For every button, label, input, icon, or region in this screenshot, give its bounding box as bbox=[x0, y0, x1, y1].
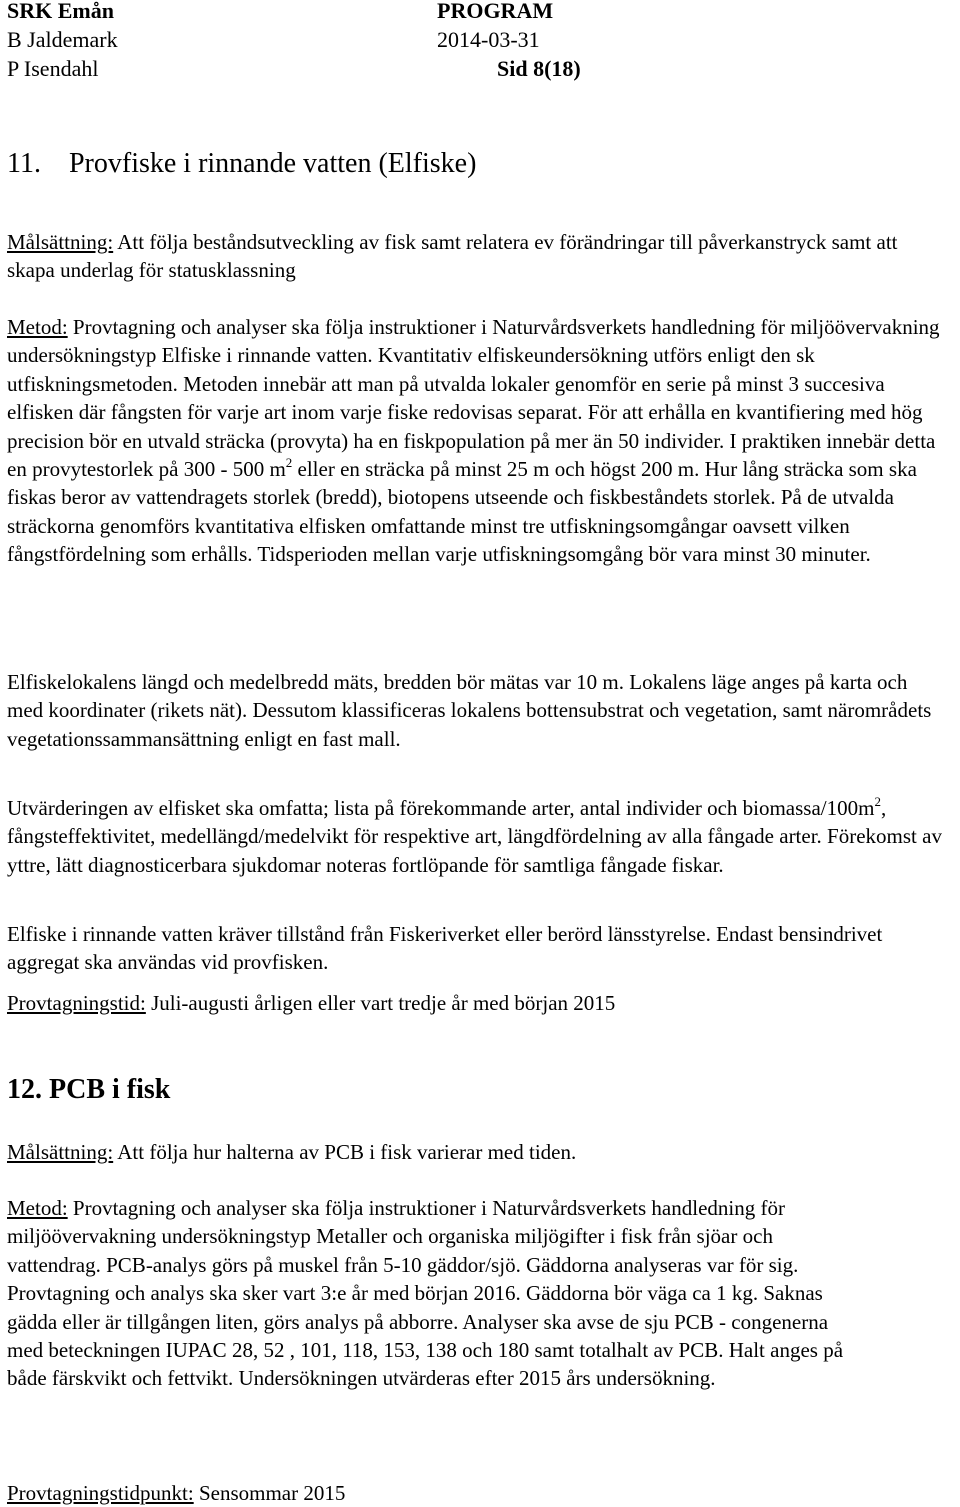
section-12-malsattning bbox=[7, 1138, 947, 1166]
section-11-lokal-paragraph: Elfiskelokalens längd och medelbredd mäts, bredden bör mätas var 10 m. Lokalens läge anges på karta och med koordinater (rikets nät). Dessutom klassificeras lokalens bottensubstrat och vegetation, samt närområdets vegetationssammansättning enligt en fast mall. bbox=[7, 670, 932, 751]
metod-text-12: Provtagning och analyser ska följa instruktioner i Naturvårdsverkets handledning för miljöövervakning undersökningstyp Metaller och organiska miljögifter i fisk från sjöar och vattendrag. PCB-analys görs på muskel från 5-10 gäddor/sjö. Gäddorna analyseras var för sig. Provtagning och analys ska sker vart 3:e år med början 2016. Gäddorna bör väga ca 1 kg. Saknas gädda eller är tillgången liten, görs analys på abborre. Analyser ska avse de sju PCB - congenerna med beteckningen IUPAC 28, 52 , 101, 118, 153, 138 och 180 samt totalhalt av PCB. Halt anges på både färskvikt och fettvikt. Undersökningen utvärderas efter 2015 års undersökning. bbox=[7, 1196, 844, 1391]
section-12-title: PCB i fisk bbox=[49, 1074, 171, 1105]
section-11-heading bbox=[7, 148, 476, 180]
header-org: SRK Emån bbox=[7, 0, 114, 23]
malsattning-text: Att följa beståndsutveckling av fisk samt relatera ev förändringar till påverkanstryck samt att skapa underlag för statusklassning bbox=[7, 230, 898, 283]
metod-label: Metod: bbox=[7, 315, 68, 339]
section-11-tillstand-paragraph: Elfiske i rinnande vatten kräver tillstånd från Fiskeriverket eller berörd länsstyrelse. Endast bensindrivet aggregat ska användas vid provfisken. bbox=[7, 922, 883, 975]
header-author-2: P Isendahl bbox=[7, 56, 99, 81]
malsattning-text-12: Att följa hur halterna av PCB i fisk varierar med tiden. bbox=[113, 1140, 577, 1164]
section-11-title: Provfiske i rinnande vatten (Elfiske) bbox=[68, 148, 477, 179]
section-11-provtagningstid bbox=[7, 989, 947, 1017]
header-program: PROGRAM bbox=[437, 0, 554, 23]
header-date: 2014-03-31 bbox=[437, 27, 540, 52]
malsattning-label: Målsättning: bbox=[7, 230, 114, 254]
utvardering-text-2: , fångsteffektivitet, medellängd/medelvikt för respektive art, längdfördelning av alla fångade arter. Förekomst av yttre, lätt diagnosticerbara sjukdomar noteras fortlöpande för samtliga fångade fiskar. bbox=[7, 796, 942, 877]
header-page-number: Sid 8(18) bbox=[497, 56, 581, 81]
metod-text-1: Provtagning och analyser ska följa instruktioner i Naturvårdsverkets handledning för miljöövervakning undersökningstyp Elfiske i rinnande vatten. Kvantitativ elfiskeundersökning utförs enligt den sk utfiskningsmetoden. Metoden innebär att man på utvalda lokaler genomför en serie på minst 3 succesiva elfisken där fångsten för varje art inom varje fiske redovisas separat. För att erhålla en kvantifiering med hög precision bör en utvald sträcka (provyta) ha en fiskpopulation på mer än 50 individer. I praktiken innebär detta en provytestorlek på 300 - 500 m bbox=[7, 315, 940, 482]
header-author-1: B Jaldemark bbox=[7, 27, 118, 52]
section-11-number: 11. bbox=[7, 148, 41, 179]
provtagningstidpunkt-label: Provtagningstidpunkt: bbox=[7, 1481, 194, 1505]
provtagningstid-text: Juli-augusti årligen eller vart tredje år med början 2015 bbox=[145, 991, 616, 1015]
section-12-metod bbox=[7, 1194, 867, 1393]
metod-label-12: Metod: bbox=[7, 1196, 68, 1220]
section-11-metod bbox=[7, 313, 947, 569]
provtagningstidpunkt-text: Sensommar 2015 bbox=[193, 1481, 346, 1505]
utvardering-superscript: 2 bbox=[874, 794, 881, 809]
metod-text-2: eller en sträcka på minst 25 m och högst 200 m. Hur lång sträcka som ska fiskas beror av vattendragets storlek (bredd), biotopens utseende och fiskbeståndets storlek. På de utvalda sträckorna genomförs kvantitativa elfisken omfattande minst tre utfiskningsomgångar oavsett vilken fångstfördelning som erhålls. Tidsperioden mellan varje utfiskningsomgång bör vara minst 30 minuter. bbox=[7, 457, 917, 567]
section-12-number: 12. bbox=[7, 1074, 42, 1105]
utvardering-text-1: Utvärderingen av elfisket ska omfatta; lista på förekommande arter, antal individer och biomassa/100m bbox=[7, 796, 875, 820]
metod-superscript: 2 bbox=[285, 455, 293, 471]
provtagningstid-label: Provtagningstid: bbox=[7, 991, 146, 1015]
section-12-provtagningstidpunkt bbox=[7, 1479, 947, 1507]
section-11-malsattning bbox=[7, 228, 947, 285]
section-12-heading bbox=[7, 1074, 170, 1106]
section-11-utvardering-paragraph bbox=[7, 794, 947, 879]
malsattning-label-12: Målsättning: bbox=[7, 1140, 114, 1164]
